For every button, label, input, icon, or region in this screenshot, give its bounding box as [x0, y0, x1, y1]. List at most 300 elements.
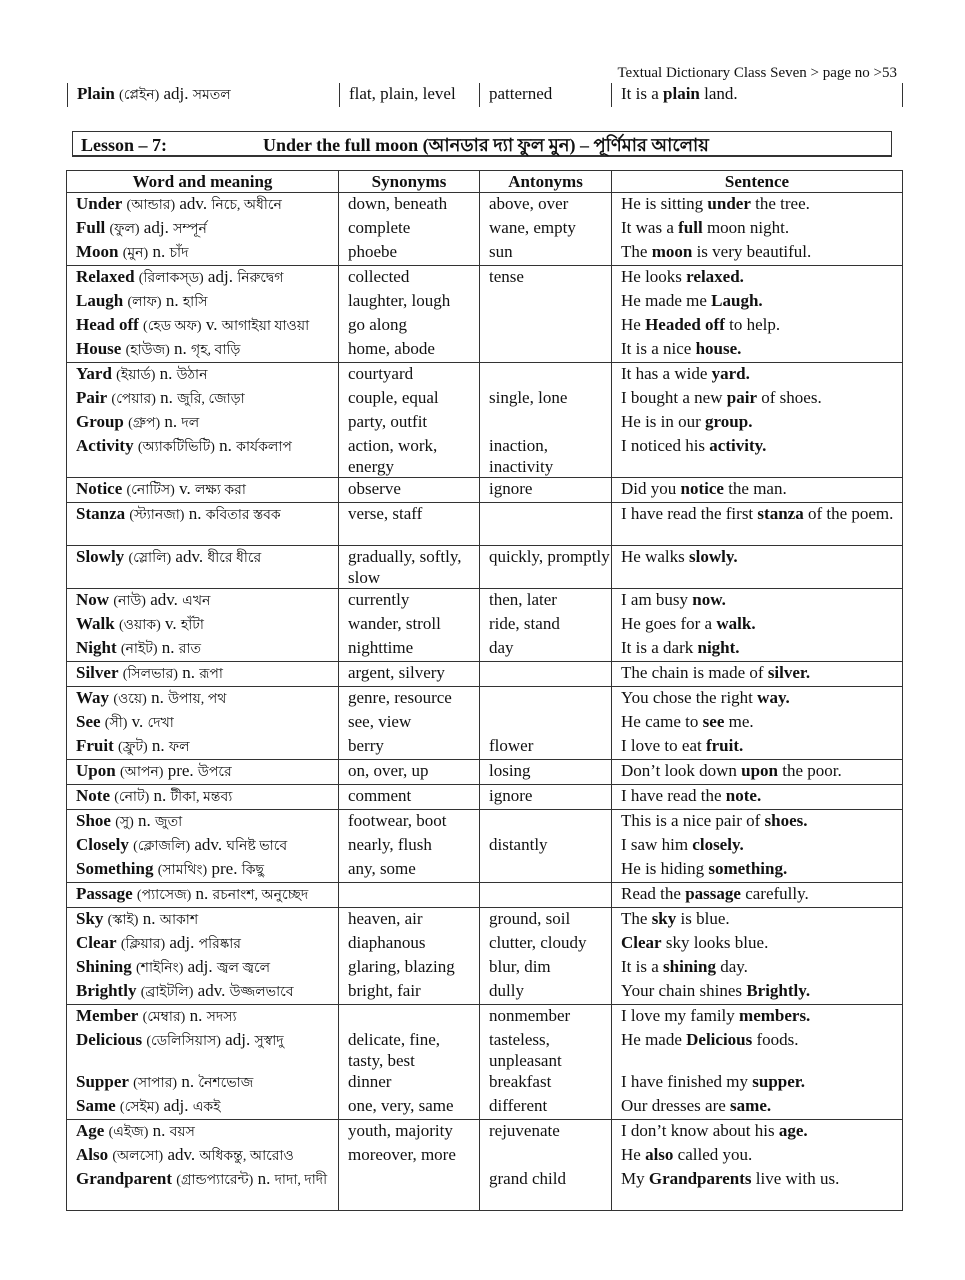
antonyms-cell	[480, 411, 612, 435]
word: Moon	[76, 242, 119, 261]
synonyms-cell: diaphanous	[339, 932, 480, 956]
antonyms-cell: single, lone	[480, 387, 612, 411]
meaning: ঘনিষ্ট ভাবে	[226, 839, 288, 854]
synonyms-cell: courtyard	[339, 363, 480, 388]
word-cell	[67, 687, 339, 712]
word-cell	[67, 1095, 339, 1120]
word-cell	[67, 1120, 339, 1145]
synonyms-cell: observe	[339, 478, 480, 503]
part-of-speech: n.	[195, 884, 209, 903]
synonyms-cell: go along	[339, 314, 480, 338]
antonyms-cell: sun	[480, 241, 612, 266]
meaning: হাসি	[182, 295, 208, 310]
synonyms-cell: see, view	[339, 711, 480, 735]
pronunciation: (ফুল)	[109, 222, 140, 237]
antonyms-cell	[480, 687, 612, 712]
antonyms-cell	[480, 662, 612, 687]
meaning: উপরে	[197, 765, 232, 780]
header-sentence: Sentence	[612, 171, 903, 193]
meaning: উপায়, পথ	[168, 692, 227, 707]
word-cell	[67, 387, 339, 411]
antonyms-cell: patterned	[480, 83, 612, 107]
sentence-cell: It is a nice house.	[612, 338, 903, 363]
word: Under	[76, 194, 123, 213]
sentence-cell: He made me Laugh.	[612, 290, 903, 314]
meaning: এখন	[182, 594, 211, 609]
table-row	[67, 613, 903, 637]
sentence-cell: He is in our group.	[612, 411, 903, 435]
antonyms-cell: tasteless, unpleasant	[480, 1029, 612, 1071]
table-row	[67, 760, 903, 785]
antonyms-cell: inaction, inactivity	[480, 435, 612, 478]
antonyms-cell	[480, 883, 612, 908]
pronunciation: (সু)	[115, 815, 134, 830]
part-of-speech: adj.	[163, 1096, 189, 1115]
word: Brightly	[76, 981, 137, 1000]
synonyms-cell: phoebe	[339, 241, 480, 266]
antonyms-cell: rejuvenate	[480, 1120, 612, 1145]
antonyms-cell	[480, 314, 612, 338]
synonyms-cell: flat, plain, level	[340, 83, 480, 107]
sentence-cell: I have finished my supper.	[612, 1071, 903, 1095]
synonyms-cell	[339, 1168, 480, 1211]
part-of-speech: n.	[152, 242, 166, 261]
word-cell	[67, 711, 339, 735]
synonyms-cell: down, beneath	[339, 193, 480, 218]
synonyms-cell	[339, 1005, 480, 1030]
sentence-cell: It is a shining day.	[612, 956, 903, 980]
meaning: চাঁদ	[169, 246, 189, 261]
word-cell	[67, 290, 339, 314]
meaning: সমতল	[192, 88, 231, 103]
vocabulary-table	[66, 170, 903, 1211]
synonyms-cell: action, work, energy	[339, 435, 480, 478]
meaning: উজ্জলভাবে	[229, 985, 294, 1000]
page-header: Textual Dictionary Class Seven > page no >53	[617, 65, 897, 81]
word: Night	[76, 638, 117, 657]
word-cell	[67, 435, 339, 478]
pronunciation: (পেয়ার)	[111, 392, 156, 407]
header-synonyms: Synonyms	[339, 171, 480, 193]
synonyms-cell: bright, fair	[339, 980, 480, 1005]
sentence-cell: It was a full moon night.	[612, 217, 903, 241]
meaning: রচনাংশ, অনুচ্ছেদ	[212, 888, 309, 903]
part-of-speech: n.	[161, 638, 175, 657]
synonyms-cell: on, over, up	[339, 760, 480, 785]
antonyms-cell: clutter, cloudy	[480, 932, 612, 956]
meaning: বয়স	[169, 1125, 195, 1140]
word: Stanza	[76, 504, 126, 523]
table-row	[67, 193, 903, 218]
sentence-cell: He came to see me.	[612, 711, 903, 735]
antonyms-cell: day	[480, 637, 612, 662]
word-cell	[67, 193, 339, 218]
sentence-cell: It has a wide yard.	[612, 363, 903, 388]
word-cell	[67, 810, 339, 835]
antonyms-cell: tense	[480, 266, 612, 291]
table-row	[67, 411, 903, 435]
meaning: সম্পূর্ন	[173, 222, 207, 237]
pronunciation: (প্যাসেজ)	[136, 888, 192, 903]
word: Laugh	[76, 291, 124, 310]
word-cell	[67, 1168, 339, 1211]
pronunciation: (ডেলিসিয়াস)	[146, 1034, 221, 1049]
synonyms-cell: complete	[339, 217, 480, 241]
meaning: লক্ষ্য করা	[194, 483, 246, 498]
table-row	[67, 785, 903, 810]
meaning: রূপা	[199, 667, 223, 682]
sentence-cell: I noticed his activity.	[612, 435, 903, 478]
word: Activity	[76, 436, 134, 455]
sentence-cell: This is a nice pair of shoes.	[612, 810, 903, 835]
part-of-speech: v.	[131, 712, 144, 731]
part-of-speech: adv.	[150, 590, 178, 609]
table-row	[67, 1120, 903, 1145]
meaning: ফল	[168, 740, 190, 755]
part-of-speech: v.	[205, 315, 218, 334]
word: Note	[76, 786, 110, 805]
header-antonyms: Antonyms	[480, 171, 612, 193]
antonyms-cell	[480, 290, 612, 314]
word-cell	[67, 1071, 339, 1095]
part-of-speech: adj.	[207, 267, 233, 286]
pronunciation: (আন্ডার)	[126, 198, 176, 213]
word-cell	[67, 1005, 339, 1030]
word-cell	[67, 613, 339, 637]
synonyms-cell: couple, equal	[339, 387, 480, 411]
part-of-speech: n.	[151, 736, 165, 755]
synonyms-cell: dinner	[339, 1071, 480, 1095]
pronunciation: (ক্লোজলি)	[133, 839, 191, 854]
word-cell	[67, 834, 339, 858]
meaning: হাঁটা	[180, 618, 204, 633]
antonyms-cell: grand child	[480, 1168, 612, 1211]
table-row	[67, 338, 903, 363]
part-of-speech: n.	[159, 364, 173, 383]
word-cell	[67, 314, 339, 338]
meaning: সুস্বাদু	[254, 1034, 284, 1049]
part-of-speech: n.	[174, 339, 187, 358]
meaning: কবিতার স্তবক	[205, 508, 281, 523]
table-row	[67, 266, 903, 291]
synonyms-cell: delicate, fine, tasty, best	[339, 1029, 480, 1071]
word: Plain	[77, 84, 115, 103]
sentence-cell: I am busy now.	[612, 589, 903, 614]
pronunciation: (অলসো)	[112, 1149, 164, 1164]
header-word: Word and meaning	[67, 171, 339, 193]
meaning: জ্বল জ্বলে	[216, 961, 271, 976]
word: Notice	[76, 479, 123, 498]
sentence-cell: Your chain shines Brightly.	[612, 980, 903, 1005]
antonyms-cell: distantly	[480, 834, 612, 858]
sentence-cell: I don’t know about his age.	[612, 1120, 903, 1145]
synonyms-cell: laughter, lough	[339, 290, 480, 314]
antonyms-cell: wane, empty	[480, 217, 612, 241]
part-of-speech: pre.	[167, 761, 194, 780]
pronunciation: (স্ট্যানজা)	[129, 508, 185, 523]
sentence-cell: He is sitting under the tree.	[612, 193, 903, 218]
sentence-cell: It is a plain land.	[612, 83, 903, 107]
word: Delicious	[76, 1030, 143, 1049]
part-of-speech: n.	[189, 1006, 203, 1025]
word-cell	[67, 241, 339, 266]
part-of-speech: adj.	[143, 218, 169, 237]
word: Clear	[76, 933, 117, 952]
meaning: নৈশভোজ	[198, 1076, 254, 1091]
antonyms-cell	[480, 338, 612, 363]
antonyms-cell: then, later	[480, 589, 612, 614]
word-cell	[67, 1029, 339, 1071]
antonyms-cell: ignore	[480, 785, 612, 810]
sentence-cell: Clear sky looks blue.	[612, 932, 903, 956]
synonyms-cell	[339, 883, 480, 908]
synonyms-cell: footwear, boot	[339, 810, 480, 835]
meaning: অধিকন্তু, আরোও	[199, 1149, 294, 1164]
antonyms-cell: above, over	[480, 193, 612, 218]
part-of-speech: n.	[257, 1169, 271, 1188]
word: Also	[76, 1145, 109, 1164]
part-of-speech: n.	[152, 1121, 166, 1140]
word-cell	[67, 980, 339, 1005]
word: Walk	[76, 614, 115, 633]
word: Passage	[76, 884, 133, 903]
meaning: টীকা, মন্তব্য	[170, 790, 233, 805]
synonyms-cell: collected	[339, 266, 480, 291]
word: Way	[76, 688, 110, 707]
pronunciation: (নোটিস)	[126, 483, 175, 498]
sentence-cell: I love to eat fruit.	[612, 735, 903, 760]
table-row	[67, 662, 903, 687]
table-row	[67, 932, 903, 956]
meaning: জুরি, জোড়া	[177, 392, 245, 407]
pronunciation: (প্লেইন)	[119, 88, 160, 103]
table-row	[67, 858, 903, 883]
table-row	[67, 980, 903, 1005]
lesson-banner	[72, 131, 892, 157]
table-row	[67, 1095, 903, 1120]
word: See	[76, 712, 101, 731]
antonyms-cell: ride, stand	[480, 613, 612, 637]
sentence-cell: The chain is made of silver.	[612, 662, 903, 687]
part-of-speech: v.	[164, 614, 177, 633]
word: Full	[76, 218, 106, 237]
word: Closely	[76, 835, 129, 854]
word-cell	[67, 217, 339, 241]
word-cell	[67, 932, 339, 956]
part-of-speech: n.	[164, 412, 178, 431]
word: Sky	[76, 909, 104, 928]
antonyms-cell: losing	[480, 760, 612, 785]
meaning: দল	[181, 416, 200, 431]
synonyms-cell: verse, staff	[339, 503, 480, 546]
part-of-speech: n.	[181, 1072, 195, 1091]
antonyms-cell: flower	[480, 735, 612, 760]
part-of-speech: n.	[188, 504, 202, 523]
word-cell	[68, 83, 340, 107]
meaning: কার্যকলাপ	[236, 440, 292, 455]
word: Supper	[76, 1072, 129, 1091]
table-row	[67, 810, 903, 835]
synonyms-cell: home, abode	[339, 338, 480, 363]
antonyms-cell: different	[480, 1095, 612, 1120]
table-row	[67, 503, 903, 546]
table-row	[67, 735, 903, 760]
synonyms-cell: comment	[339, 785, 480, 810]
pronunciation: (রিলাকস্ড)	[138, 271, 204, 286]
word: Group	[76, 412, 124, 431]
synonyms-cell: wander, stroll	[339, 613, 480, 637]
table-row	[67, 687, 903, 712]
meaning: উঠান	[176, 368, 208, 383]
pronunciation: (সামথিং)	[157, 863, 208, 878]
table-row	[67, 1071, 903, 1095]
part-of-speech: adv.	[175, 547, 204, 566]
part-of-speech: adv.	[194, 835, 223, 854]
sentence-cell: The sky is blue.	[612, 908, 903, 933]
pronunciation: (মুন)	[122, 246, 149, 261]
table-row	[67, 546, 903, 589]
antonyms-cell: nonmember	[480, 1005, 612, 1030]
pronunciation: (ওয়াক)	[119, 618, 161, 633]
pronunciation: (নাইট)	[120, 642, 158, 657]
word: Member	[76, 1006, 139, 1025]
table-row	[67, 241, 903, 266]
antonyms-cell	[480, 858, 612, 883]
table-row	[67, 883, 903, 908]
part-of-speech: adv.	[179, 194, 208, 213]
part-of-speech: n.	[160, 388, 173, 407]
table-row	[67, 1005, 903, 1030]
sentence-cell: Read the passage carefully.	[612, 883, 903, 908]
sentence-cell: Don’t look down upon the poor.	[612, 760, 903, 785]
word: Slowly	[76, 547, 125, 566]
pronunciation: (হাউজ)	[125, 343, 170, 358]
part-of-speech: n.	[138, 811, 151, 830]
word-cell	[67, 363, 339, 388]
meaning: সদস্য	[206, 1010, 237, 1025]
pronunciation: (সিলভার)	[122, 667, 178, 682]
meaning: ধীরে ধীরে	[207, 551, 262, 566]
synonyms-cell: moreover, more	[339, 1144, 480, 1168]
synonyms-cell: one, very, same	[339, 1095, 480, 1120]
part-of-speech: n.	[165, 291, 179, 310]
pronunciation: (নোট)	[114, 790, 150, 805]
sentence-cell: He also called you.	[612, 1144, 903, 1168]
word: Yard	[76, 364, 112, 383]
table-row	[67, 589, 903, 614]
pronunciation: (সী)	[104, 716, 128, 731]
pronunciation: (হেড অফ)	[143, 319, 202, 334]
pronunciation: (অ্যাকটিভিটি)	[137, 440, 215, 455]
part-of-speech: adj.	[187, 957, 213, 976]
sentence-cell: The moon is very beautiful.	[612, 241, 903, 266]
pronunciation: (এইজ)	[108, 1125, 149, 1140]
sentence-cell: My Grandparents live with us.	[612, 1168, 903, 1211]
pronunciation: (স্লোলি)	[128, 551, 172, 566]
sentence-cell: Did you notice the man.	[612, 478, 903, 503]
sentence-cell: It is a dark night.	[612, 637, 903, 662]
word-cell	[67, 411, 339, 435]
sentence-cell: I bought a new pair of shoes.	[612, 387, 903, 411]
word-cell	[67, 760, 339, 785]
meaning: দেখা	[147, 716, 174, 731]
word-cell	[67, 546, 339, 589]
word: Head off	[76, 315, 139, 334]
antonyms-cell: breakfast	[480, 1071, 612, 1095]
word: Same	[76, 1096, 116, 1115]
pronunciation: (ক্লিয়ার)	[120, 937, 166, 952]
meaning: রাত	[178, 642, 202, 657]
meaning: কিছু	[241, 863, 264, 878]
meaning: গৃহ, বাড়ি	[191, 343, 241, 358]
part-of-speech: n.	[151, 688, 164, 707]
antonyms-cell: quickly, promptly	[480, 546, 612, 589]
sentence-cell: He looks relaxed.	[612, 266, 903, 291]
synonyms-cell: heaven, air	[339, 908, 480, 933]
table-row	[67, 363, 903, 388]
synonyms-cell: glaring, blazing	[339, 956, 480, 980]
sentence-cell: He Headed off to help.	[612, 314, 903, 338]
table-row	[67, 637, 903, 662]
word: Grandparent	[76, 1169, 173, 1188]
pronunciation: (গ্রান্ডপ্যারেন্ট)	[176, 1173, 254, 1188]
sentence-cell: He is hiding something.	[612, 858, 903, 883]
synonyms-cell: argent, silvery	[339, 662, 480, 687]
pronunciation: (ওয়ে)	[113, 692, 147, 707]
synonyms-cell: nearly, flush	[339, 834, 480, 858]
antonyms-cell	[480, 711, 612, 735]
part-of-speech: adj.	[225, 1030, 251, 1049]
word: Shining	[76, 957, 132, 976]
pronunciation: (মেম্বার)	[142, 1010, 186, 1025]
sentence-cell: I love my family members.	[612, 1005, 903, 1030]
word: Something	[76, 859, 154, 878]
word-cell	[67, 735, 339, 760]
meaning: নিরুদ্বেগ	[237, 271, 284, 286]
table-row	[67, 1029, 903, 1071]
word-cell	[67, 637, 339, 662]
table-body	[67, 193, 903, 1211]
pronunciation: (ফ্রুট)	[118, 740, 148, 755]
pronunciation: (ব্রাইটলি)	[140, 985, 194, 1000]
sentence-cell: I have read the note.	[612, 785, 903, 810]
word-cell	[67, 1144, 339, 1168]
table-row	[67, 314, 903, 338]
sentence-cell: I have read the first stanza of the poem.	[612, 503, 903, 546]
word: Fruit	[76, 736, 114, 755]
lesson-title: Under the full moon (আনডার দ্যা ফুল মুন) – পূর্ণিমার আলোয়	[263, 135, 709, 155]
meaning: নিচে, অধীনে	[211, 198, 282, 213]
meaning: আগাইয়া যাওয়া	[221, 319, 310, 334]
table-row	[67, 478, 903, 503]
pronunciation: (আপন)	[119, 765, 164, 780]
word: Relaxed	[76, 267, 135, 286]
previous-entry-row	[67, 83, 903, 107]
sentence-cell: You chose the right way.	[612, 687, 903, 712]
antonyms-cell: ground, soil	[480, 908, 612, 933]
antonyms-cell	[480, 363, 612, 388]
table-row	[67, 1168, 903, 1211]
pronunciation: (স্কাই)	[107, 913, 139, 928]
meaning: দাদা, দাদী	[274, 1173, 328, 1188]
synonyms-cell: youth, majority	[339, 1120, 480, 1145]
table-row	[67, 435, 903, 478]
part-of-speech: n.	[182, 663, 195, 682]
word: Pair	[76, 388, 108, 407]
part-of-speech: n.	[219, 436, 232, 455]
pronunciation: (সাপার)	[133, 1076, 178, 1091]
antonyms-cell: blur, dim	[480, 956, 612, 980]
